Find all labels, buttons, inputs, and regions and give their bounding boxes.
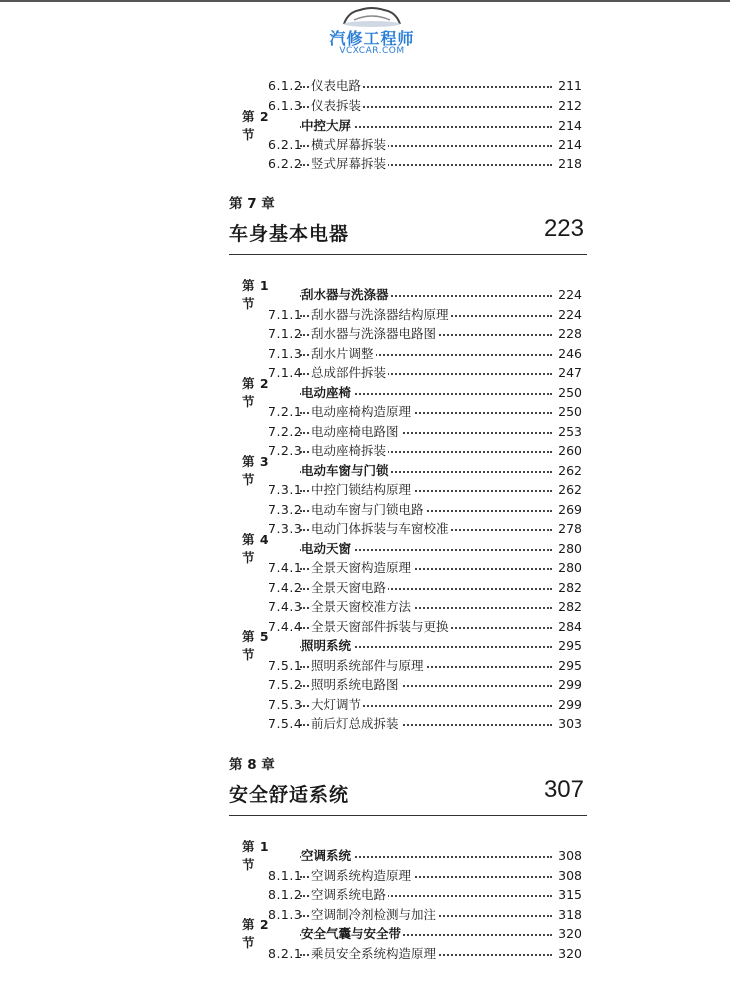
entry-page-number: 212 <box>552 98 582 113</box>
entry-number: 第 2 节 <box>242 109 270 142</box>
entry-page-number: 278 <box>552 521 582 536</box>
entry-title: 横式屏幕拆装 <box>311 137 387 152</box>
entry-page-number: 282 <box>552 580 582 595</box>
toc-subsection-entry[interactable] <box>0 499 730 519</box>
entry-number: 8.1.1 <box>268 867 303 883</box>
entry-number: 6.2.1 <box>268 136 303 152</box>
entry-page-number: 280 <box>552 541 582 556</box>
toc-subsection-entry[interactable] <box>0 884 730 904</box>
entry-number: 第 1 节 <box>242 839 270 872</box>
entry-title: 空调系统电路 <box>311 887 387 902</box>
entry-title: 电动天窗 <box>301 541 352 556</box>
entry-number: 7.2.3 <box>268 442 303 458</box>
entry-page-number: 246 <box>552 346 582 361</box>
entry-title: 刮水器与洗涤器电路图 <box>311 326 437 341</box>
entry-title: 全景天窗部件拆装与更换 <box>311 619 449 634</box>
entry-title: 空调制冷剂检测与加注 <box>311 907 437 922</box>
site-logo <box>322 6 422 56</box>
entry-page-number: 262 <box>552 463 582 478</box>
toc-subsection-entry[interactable] <box>0 440 730 460</box>
entry-number: 第 5 节 <box>242 629 270 662</box>
toc-subsection-entry[interactable] <box>0 904 730 924</box>
entry-number: 7.2.1 <box>268 403 303 419</box>
entry-page-number: 250 <box>552 385 582 400</box>
entry-number: 7.1.3 <box>268 345 303 361</box>
entry-page-number: 262 <box>552 482 582 497</box>
entry-number: 6.1.2 <box>268 77 303 93</box>
entry-title: 全景天窗电路 <box>311 580 387 595</box>
logo-site-text: VCXCAR.COM <box>339 46 405 56</box>
entry-number: 第 2 节 <box>242 376 270 409</box>
entry-title: 空调系统 <box>301 848 352 863</box>
entry-page-number: 250 <box>552 404 582 419</box>
entry-number: 7.3.3 <box>268 520 303 536</box>
entry-page-number: 320 <box>552 926 582 941</box>
entry-number: 8.1.2 <box>268 886 303 902</box>
entry-page-number: 299 <box>552 677 582 692</box>
toc-subsection-entry[interactable] <box>0 304 730 324</box>
chapter-label: 第 7 章 <box>229 196 275 212</box>
entry-page-number: 269 <box>552 502 582 517</box>
entry-page-number: 211 <box>552 78 582 93</box>
entry-number: 7.4.4 <box>268 618 303 634</box>
entry-page-number: 260 <box>552 443 582 458</box>
entry-title: 安全气囊与安全带 <box>301 926 402 941</box>
toc-subsection-entry[interactable] <box>0 479 730 499</box>
entry-page-number: 320 <box>552 946 582 961</box>
entry-number: 7.3.2 <box>268 501 303 517</box>
entry-title: 照明系统部件与原理 <box>311 658 424 673</box>
car-logo-icon <box>340 6 404 28</box>
toc-subsection-entry[interactable] <box>0 153 730 173</box>
entry-title: 电动座椅构造原理 <box>311 404 412 419</box>
toc-section-entry[interactable] <box>0 376 730 409</box>
entry-title: 电动座椅电路图 <box>311 424 399 439</box>
toc-subsection-entry[interactable] <box>0 616 730 636</box>
entry-number: 第 1 节 <box>242 278 270 311</box>
entry-title: 全景天窗校准方法 <box>311 599 412 614</box>
entry-title: 全景天窗构造原理 <box>311 560 412 575</box>
entry-page-number: 214 <box>552 118 582 133</box>
entry-number: 6.2.2 <box>268 155 303 171</box>
entry-number: 7.5.3 <box>268 696 303 712</box>
entry-page-number: 299 <box>552 697 582 712</box>
entry-title: 电动车窗与门锁电路 <box>311 502 424 517</box>
entry-title: 乘员安全系统构造原理 <box>311 946 437 961</box>
entry-page-number: 295 <box>552 658 582 673</box>
toc-subsection-entry[interactable] <box>0 95 730 115</box>
entry-page-number: 295 <box>552 638 582 653</box>
entry-number: 7.3.1 <box>268 481 303 497</box>
chapter-title[interactable]: 安全舒适系统 <box>229 784 350 806</box>
chapter-label: 第 8 章 <box>229 757 275 773</box>
toc-subsection-entry[interactable] <box>0 596 730 616</box>
entry-number: 7.5.4 <box>268 715 303 731</box>
toc-subsection-entry[interactable] <box>0 713 730 733</box>
entry-title: 刮水器与洗涤器 <box>301 287 389 302</box>
entry-title: 刮水器与洗涤器结构原理 <box>311 307 449 322</box>
toc-subsection-entry[interactable] <box>0 577 730 597</box>
entry-page-number: 218 <box>552 156 582 171</box>
entry-title: 电动门体拆装与车窗校准 <box>311 521 449 536</box>
toc-subsection-entry[interactable] <box>0 865 730 885</box>
toc-section-entry[interactable] <box>0 839 730 872</box>
entry-page-number: 224 <box>552 287 582 302</box>
entry-title: 电动座椅 <box>301 385 352 400</box>
entry-page-number: 247 <box>552 365 582 380</box>
entry-page-number: 308 <box>552 848 582 863</box>
entry-page-number: 315 <box>552 887 582 902</box>
toc-subsection-entry[interactable] <box>0 343 730 363</box>
entry-page-number: 228 <box>552 326 582 341</box>
logo-brand-text: 汽修工程师 <box>329 29 415 48</box>
entry-title: 中控门锁结构原理 <box>311 482 412 497</box>
entry-title: 前后灯总成拆装 <box>311 716 399 731</box>
entry-page-number: 284 <box>552 619 582 634</box>
entry-page-number: 253 <box>552 424 582 439</box>
toc-section-entry[interactable] <box>0 109 730 142</box>
toc-subsection-entry[interactable] <box>0 401 730 421</box>
entry-number: 7.4.3 <box>268 598 303 614</box>
entry-number: 7.5.2 <box>268 676 303 692</box>
entry-page-number: 280 <box>552 560 582 575</box>
entry-number: 8.1.3 <box>268 906 303 922</box>
entry-page-number: 282 <box>552 599 582 614</box>
toc-subsection-entry[interactable] <box>0 674 730 694</box>
entry-title: 空调系统构造原理 <box>311 868 412 883</box>
toc-section-entry[interactable] <box>0 454 730 487</box>
chapter-divider <box>229 815 587 816</box>
entry-title: 大灯调节 <box>311 697 362 712</box>
entry-page-number: 303 <box>552 716 582 731</box>
entry-title: 中控大屏 <box>301 118 352 133</box>
entry-page-number: 318 <box>552 907 582 922</box>
toc-subsection-entry[interactable] <box>0 134 730 154</box>
top-border <box>0 0 730 2</box>
entry-number: 第 2 节 <box>242 917 270 950</box>
toc-subsection-entry[interactable] <box>0 323 730 343</box>
entry-number: 7.1.4 <box>268 364 303 380</box>
entry-page-number: 214 <box>552 137 582 152</box>
entry-number: 8.2.1 <box>268 945 303 961</box>
toc-subsection-entry[interactable] <box>0 943 730 963</box>
toc-section-entry[interactable] <box>0 532 730 565</box>
entry-title: 照明系统 <box>301 638 352 653</box>
entry-number: 7.2.2 <box>268 423 303 439</box>
toc-section-entry[interactable] <box>0 917 730 950</box>
entry-title: 仪表拆装 <box>311 98 362 113</box>
toc-section-entry[interactable] <box>0 278 730 311</box>
toc-subsection-entry[interactable] <box>0 421 730 441</box>
toc-section-entry[interactable] <box>0 629 730 662</box>
entry-number: 第 3 节 <box>242 454 270 487</box>
toc-subsection-entry[interactable] <box>0 362 730 382</box>
entry-number: 7.1.1 <box>268 306 303 322</box>
toc-subsection-entry[interactable] <box>0 557 730 577</box>
entry-title: 总成部件拆装 <box>311 365 387 380</box>
entry-page-number: 308 <box>552 868 582 883</box>
entry-title: 刮水片调整 <box>311 346 374 361</box>
toc-subsection-entry[interactable] <box>0 75 730 95</box>
toc-subsection-entry[interactable] <box>0 518 730 538</box>
entry-page-number: 224 <box>552 307 582 322</box>
entry-title: 竖式屏幕拆装 <box>311 156 387 171</box>
chapter-page-number: 223 <box>543 215 584 242</box>
entry-number: 7.4.2 <box>268 579 303 595</box>
entry-title: 照明系统电路图 <box>311 677 399 692</box>
entry-title: 电动车窗与门锁 <box>301 463 389 478</box>
entry-number: 7.4.1 <box>268 559 303 575</box>
toc-subsection-entry[interactable] <box>0 655 730 675</box>
entry-title: 仪表电路 <box>311 78 362 93</box>
entry-number: 7.1.2 <box>268 325 303 341</box>
chapter-divider <box>229 254 587 255</box>
entry-number: 6.1.3 <box>268 97 303 113</box>
chapter-title[interactable]: 车身基本电器 <box>229 223 350 245</box>
chapter-page-number: 307 <box>543 776 584 803</box>
entry-number: 第 4 节 <box>242 532 270 565</box>
entry-number: 7.5.1 <box>268 657 303 673</box>
entry-title: 电动座椅拆装 <box>311 443 387 458</box>
toc-subsection-entry[interactable] <box>0 694 730 714</box>
